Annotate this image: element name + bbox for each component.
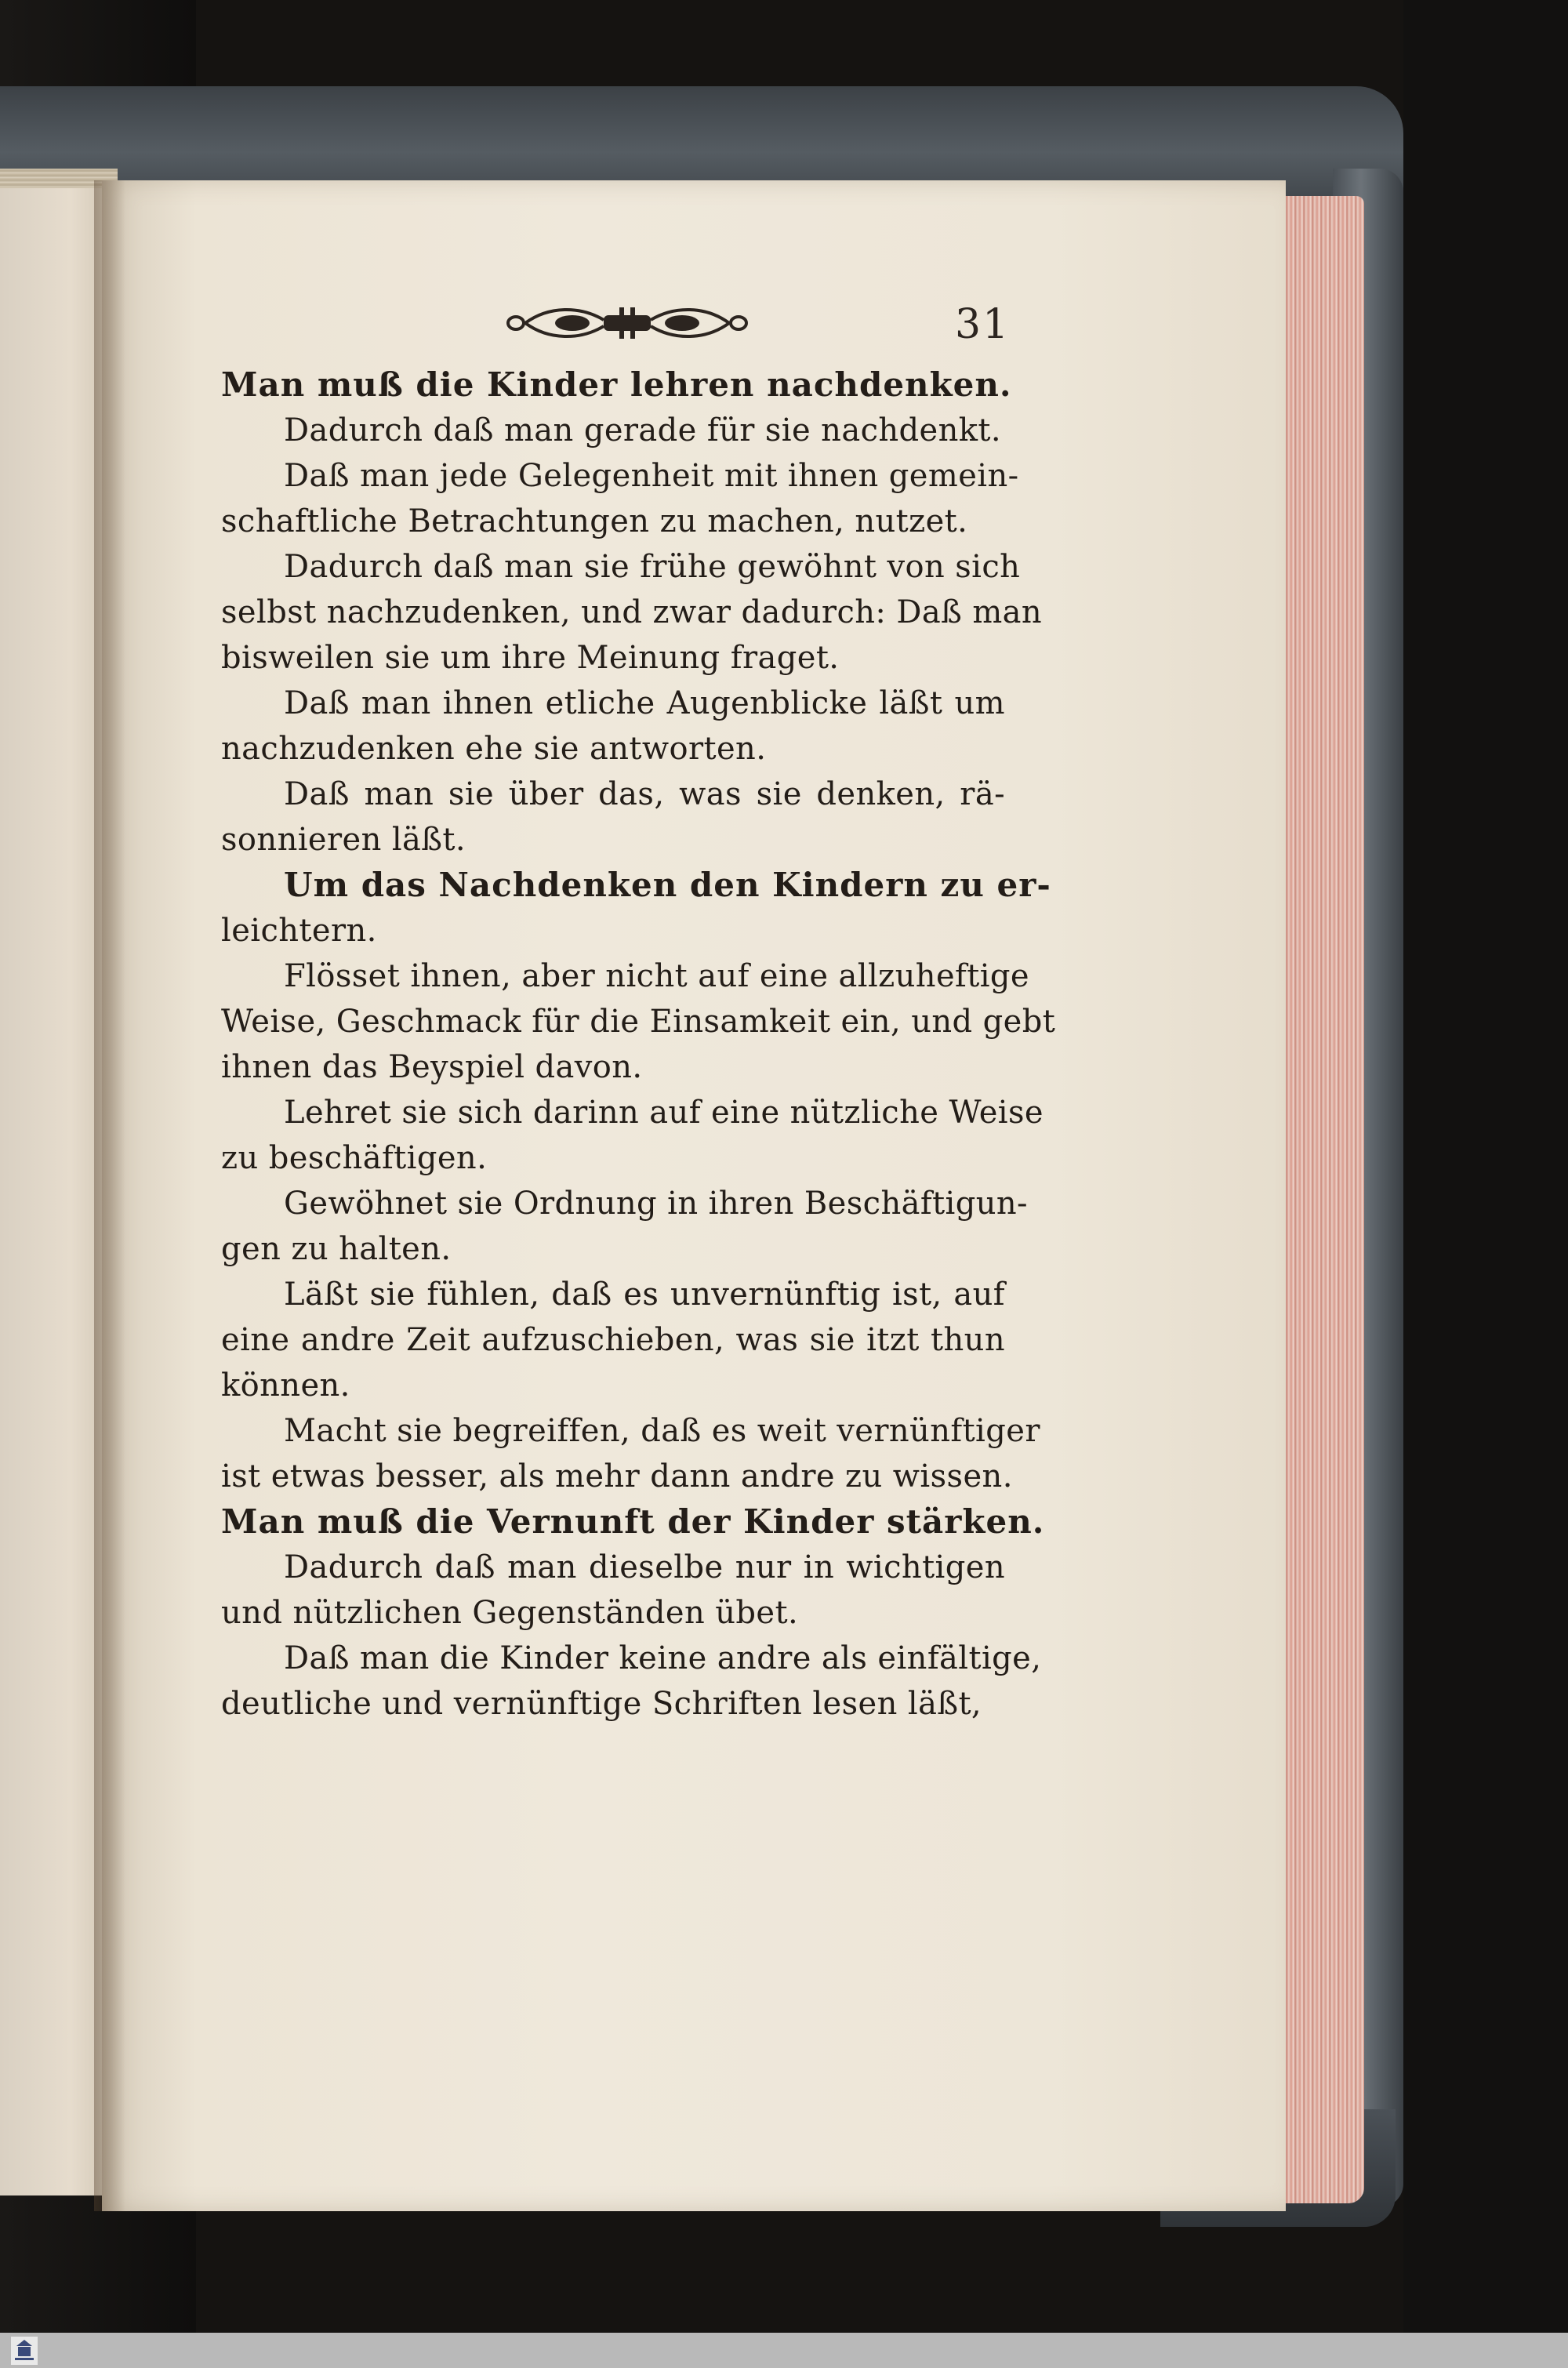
- text-line: deutliche und vernünftige Schriften lesen läßt,: [221, 1686, 982, 1722]
- page-gutter-shadow: [94, 180, 125, 2211]
- page-text: [221, 362, 1056, 1727]
- library-logo-icon: [11, 2337, 38, 2365]
- text-line: zu beschäftigen.: [221, 1140, 488, 1176]
- text-line: Macht sie begreiffen, daß es weit vernünftiger: [284, 1413, 1040, 1449]
- text-line: Dadurch daß man gerade für sie nachdenkt.: [284, 412, 1002, 449]
- text-line: bisweilen sie um ihre Meinung fraget.: [221, 640, 840, 676]
- text-line: Lehret sie sich darinn auf eine nützliche Weise: [284, 1095, 1044, 1131]
- heading-nachdenken: Man muß die Kinder lehren nachdenken.: [221, 365, 1012, 404]
- text-line: können.: [221, 1367, 350, 1404]
- text-line: Läßt sie fühlen, daß es unvernünftig ist, auf: [284, 1277, 1005, 1313]
- heading-nachdenken-erleichtern: Um das Nachdenken den Kindern zu er-: [284, 866, 1051, 904]
- text-line: Gewöhnet sie Ordnung in ihren Beschäftigun-: [284, 1186, 1028, 1222]
- text-line: nachzudenken ehe sie antworten.: [221, 731, 767, 767]
- viewer-bottom-bar: [0, 2333, 1568, 2368]
- heading-vernunft: Man muß die Vernunft der Kinder stärken.: [221, 1502, 1045, 1541]
- text-line: Flösset ihnen, aber nicht auf eine allzuheftige: [284, 958, 1029, 994]
- text-line: gen zu halten.: [221, 1231, 452, 1267]
- text-line: ist etwas besser, als mehr dann andre zu wissen.: [221, 1458, 1013, 1495]
- text-line: Weise, Geschmack für die Einsamkeit ein, und gebt: [221, 1004, 1056, 1040]
- text-line: selbst nachzudenken, und zwar dadurch: Daß man: [221, 594, 1043, 630]
- text-line: Daß man ihnen etliche Augenblicke läßt um: [284, 685, 1005, 721]
- text-line: schaftliche Betrachtungen zu machen, nutzet.: [221, 503, 968, 539]
- header-ornament-icon: [502, 298, 753, 348]
- text-line: leichtern.: [221, 913, 377, 949]
- background-right: [1403, 0, 1568, 2333]
- text-line: Daß man jede Gelegenheit mit ihnen gemein-: [284, 458, 1019, 494]
- text-line: sonnieren läßt.: [221, 822, 466, 858]
- page-number: 31: [955, 301, 1011, 348]
- text-line: eine andre Zeit aufzuschieben, was sie itzt thun: [221, 1322, 1005, 1358]
- text-line: Daß man die Kinder keine andre als einfältige,: [284, 1640, 1042, 1676]
- text-line: ihnen das Beyspiel davon.: [221, 1049, 643, 1085]
- text-line: Dadurch daß man dieselbe nur in wichtigen: [284, 1549, 1005, 1585]
- text-line: und nützlichen Gegenständen übet.: [221, 1595, 799, 1631]
- text-line: Daß man sie über das, was sie denken, rä-: [284, 776, 1005, 812]
- text-line: Dadurch daß man sie frühe gewöhnt von sich: [284, 549, 1021, 585]
